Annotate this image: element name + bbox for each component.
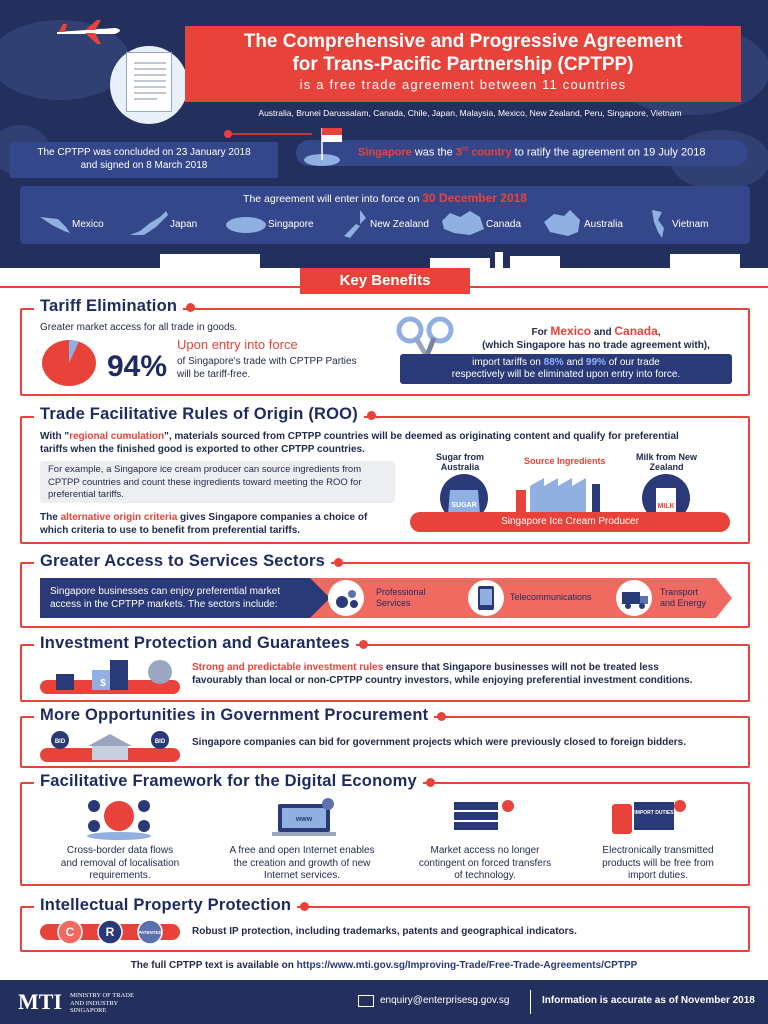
ip-symbols-icon (40, 916, 180, 948)
singapore-map-icon (224, 213, 268, 235)
email-icon (358, 995, 374, 1007)
svg-text:$: $ (100, 678, 106, 689)
procurement-title: More Opportunities in Government Procurement (34, 706, 434, 725)
transport-energy-label: Transport and Energy (660, 587, 707, 608)
transport-energy-icon (616, 580, 652, 616)
digital-economy-title: Facilitative Framework for the Digital Economy (34, 772, 423, 791)
header-banner (0, 0, 768, 268)
entry-into-force-panel: The agreement will enter into force on 30 December 2018 Mexico Japan Singapore New Zealand Canada Australia Vietnam (20, 186, 750, 244)
accuracy-note: Information is accurate as of November 2018 (542, 995, 755, 1006)
page-title-line1: The Comprehensive and Progressive Agreement (243, 31, 683, 52)
cptpp-text-link[interactable]: https://www.mti.gov.sg/Improving-Trade/Free-Trade-Agreements/CPTPP (296, 960, 638, 971)
sugar-label: Sugar from Australia (436, 452, 485, 472)
title-banner (185, 26, 741, 102)
mexico-map-icon (38, 213, 72, 235)
factory-icon (512, 466, 616, 516)
professional-services-label: Professional Services (376, 587, 426, 608)
country-vietnam: Vietnam (648, 208, 709, 240)
data-flow-icon (84, 796, 154, 840)
copyright-symbol: C (65, 925, 75, 939)
country-mexico: Mexico (38, 208, 104, 240)
digital-item-open-internet: A free and open Internet enables the creation and growth of new Internet services. (229, 845, 375, 881)
laptop-www-text: www (295, 816, 313, 823)
intellectual-property-title: Intellectual Property Protection (34, 896, 297, 915)
vietnam-map-icon (648, 208, 672, 240)
country-new-zealand: New Zealand (340, 208, 429, 240)
mti-logo: MTI (18, 989, 62, 1014)
rules-of-origin-title: Trade Facilitative Rules of Origin (ROO) (34, 405, 364, 424)
patented-seal: PATENTED (138, 930, 162, 935)
page-title-line2: for Trans-Pacific Partnership (CPTPP) (292, 54, 634, 75)
services-bar (40, 578, 732, 618)
investment-chart-icon (40, 656, 180, 696)
country-singapore: Singapore (224, 208, 314, 240)
upon-entry-label: Upon entry into force (177, 337, 298, 352)
member-countries-list: Australia, Brunei Darussalam, Canada, Chile, Japan, Malaysia, Mexico, New Zealand, Peru, Singapore, Vietnam (258, 108, 682, 118)
investment-text: Strong and predictable investment rules ensure that Singapore businesses will not be treated less favourably than local or non-CPTPP country investors, while enjoying preferential investment conditions. (192, 662, 693, 686)
sugar-bag-text: SUGAR (451, 502, 477, 509)
roo-paragraph2: The alternative origin criteria gives Singapore companies a choice of which criteria to use to benefit from preferential tariffs. (40, 512, 368, 536)
tariff-free-percentage: 94% (107, 350, 168, 383)
australia-map-icon (540, 208, 584, 240)
digital-item-data-flows: Cross-border data flows and removal of localisation requirements. (60, 845, 180, 881)
country-japan: Japan (126, 208, 197, 240)
japan-map-icon (126, 209, 170, 239)
key-benefits-heading: Key Benefits (300, 268, 470, 294)
bid-sign-left: BID (54, 739, 66, 745)
airplane-icon (55, 18, 127, 46)
page-subtitle: is a free trade agreement between 11 countries (299, 77, 627, 92)
digital-item-technology-transfer: Market access no longer contingent on forced transfers of technology. (418, 845, 552, 881)
mexico-canada-text: For Mexico and Canada, (which Singapore has no trade agreement with), (482, 324, 710, 351)
import-duties-icon (612, 798, 692, 838)
tariff-pct-description: of Singapore's trade with CPTPP Parties will be tariff-free. (177, 356, 357, 380)
tariff-elimination-title: Tariff Elimination (34, 297, 183, 316)
contact-email[interactable]: enquiry@enterprisesg.gov.sg (380, 995, 510, 1006)
server-icon (450, 798, 520, 838)
services-title: Greater Access to Services Sectors (34, 552, 331, 571)
milk-label: Milk from New Zealand (636, 452, 698, 472)
roo-example-box: For example, a Singapore ice cream producer can source ingredients from CPTPP countries and count these ingredients toward meeting the ROO for preferential tariffs. (40, 461, 395, 503)
new-zealand-map-icon (340, 208, 370, 240)
canada-map-icon (440, 209, 486, 239)
source-ingredients-label: Source Ingredients (524, 456, 606, 466)
digital-item-import-duties: Electronically transmitted products will be free from import duties. (602, 845, 714, 881)
import-duties-text: IMPORT DUTIES (634, 810, 674, 816)
agreement-document-icon (126, 52, 172, 112)
tariff-pie-chart (40, 338, 98, 388)
ice-cream-producer-bar: Singapore Ice Cream Producer (410, 512, 730, 532)
bid-sign-right: BID (154, 739, 166, 745)
skyline-graphic (150, 250, 768, 268)
tariff-intro: Greater market access for all trade in goods. (40, 322, 238, 333)
laptop-www-icon (270, 798, 340, 838)
procurement-text: Singapore companies can bid for government projects which were previously closed to foreign bidders. (192, 737, 686, 748)
footer-divider (530, 990, 531, 1014)
footer-bar (0, 980, 768, 1024)
investment-title: Investment Protection and Guarantees (34, 634, 356, 653)
ministry-name: MINISTRY OF TRADE AND INDUSTRY SINGAPORE (70, 992, 134, 1014)
government-building-icon (40, 726, 180, 764)
tariff-elimination-box: import tariffs on 88% and 99% of our trade respectively will be eliminated upon entry into force. (400, 354, 732, 384)
telecommunications-label: Telecommunications (510, 592, 592, 602)
ip-text: Robust IP protection, including trademarks, patents and geographical indicators. (192, 926, 577, 937)
country-australia: Australia (540, 208, 623, 240)
telecommunications-icon (468, 580, 504, 616)
full-text-note: The full CPTPP text is available on https://www.mti.gov.sg/Improving-Trade/Free-Trade-Agreements/CPTPP (130, 960, 638, 971)
singapore-flag-icon (302, 124, 348, 168)
ratify-info: Singapore was the 3rd country to ratify the agreement on 19 July 2018 (296, 140, 748, 166)
concluded-info: The CPTPP was concluded on 23 January 2018 and signed on 8 March 2018 (10, 142, 278, 178)
milk-carton-text: MILK (657, 503, 675, 510)
country-canada: Canada (440, 208, 521, 240)
services-description: Singapore businesses can enjoy preferential market access in the CPTPP markets. The sectors include: (40, 578, 330, 618)
roo-paragraph1: With "regional cumulation", materials sourced from CPTPP countries will be deemed as originating content and qualify for preferential tariffs when the finished good is exported to other CPTPP countries. (40, 431, 679, 455)
registered-symbol: R (105, 925, 115, 939)
professional-services-icon (328, 580, 364, 616)
